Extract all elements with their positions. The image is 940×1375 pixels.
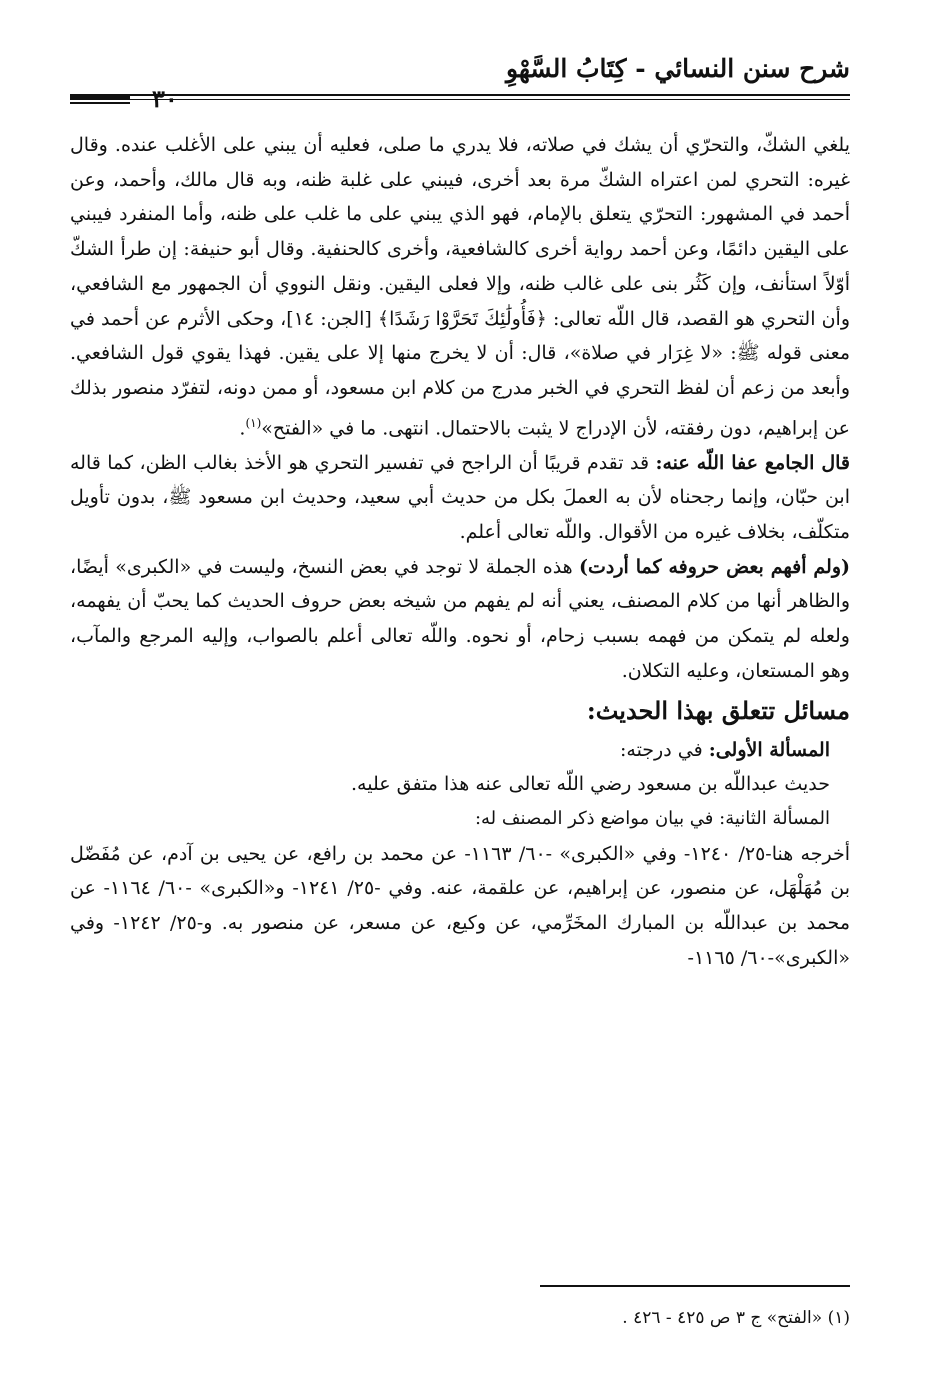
footnote-marker[interactable]: (١) — [245, 415, 262, 430]
header-rule-left — [70, 96, 130, 104]
paragraph-2-lead: قال الجامع عفا اللّه عنه: — [655, 451, 850, 474]
page-number: ٣٠ — [152, 84, 178, 113]
book-page — [70, 40, 850, 1350]
section-heading: مسائل تتعلق بهذا الحديث: — [586, 695, 850, 725]
main-text — [70, 128, 850, 976]
paragraph-3 — [70, 550, 850, 689]
paragraph-1-end: . — [239, 416, 246, 439]
paragraph-2 — [70, 446, 850, 550]
page-header — [70, 40, 850, 113]
paragraph-2-text: قد تقدم قريبًا أن الراجح في تفسير التحري هو الأخذ بغالب الظن، كما قاله ابن حبّان، وإنما رجحناه لأن به العملَ بكل من حديث أبي سعيد، وحديث ابن مسعود ﷺ، بدون تأويل متكلّف، بخلاف غيره من الأقوال. واللّه تعالى أعلم. — [70, 451, 850, 544]
paragraph-3-text: هذه الجملة لا توجد في بعض النسخ، وليست في «الكبرى» أيضًا، والظاهر أنها من كلام المصنف، يعني أنه لم يفهم من شيخه بعض حروف الحديث كما يحبّ أن يفهمه، ولعله لم يتمكن من فهمه بسبب زحام، أو نحوه. واللّه تعالى أعلم بالصواب، وإليه المرجع والمآب، وهو المستعان، وعليه التكلان. — [70, 555, 850, 682]
footnote: (١) «الفتح» ج ٣ ص ٤٢٥ - ٤٢٦ . — [622, 1308, 850, 1328]
paragraph-1-text: يلغي الشكّ، والتحرّي أن يشك في صلاته، فلا يدري ما صلى، فعليه أن يبني على الأغلب عنده. وقال غيره: التحري لمن اعتراه الشكّ مرة بعد أخرى، فيبني على غلبة ظنه، وبه قال مالك، وأحمد، وعن أحمد في المشهور: التحرّي يتعلق بالإمام، فهو الذي يبني على ما غلب على ظنه، وأما المنفرد فيبني على اليقين دائمًا، وعن أحمد رواية أخرى كالشافعية، وأخرى كالحنفية. وقال أبو حنيفة: إن طرأ الشكّ أوّلاً استأنف، وإن كَثُر بنى على غالب ظنه، وإلا فعلى اليقين. ونقل النووي أن الجمهور مع الشافعي، وأن التحري هو القصد، قال اللّه تعالى: ﴿فَأُولَٰئِكَ تَحَرَّوْا رَشَدًا﴾ [الجن: ١٤]، وحكى الأثرم عن أحمد في معنى قوله ﷺ: «لا غِرَار في صلاة»، قال: أن لا يخرج منها إلا على يقين. فهذا يقوي قول الشافعي. وأبعد من زعم أن لفظ التحري في الخبر مدرج من كلام ابن مسعود، أو ممن دونه، لتفرّد منصور بذلك عن إبراهيم، دون رفقته، لأن الإدراج لا يثبت بالاحتمال. انتهى. ما في «الفتح» — [70, 134, 850, 439]
question-1-label: المسألة الأولى: — [708, 738, 830, 761]
running-title: شرح سنن النسائي - كِتَابُ السَّهْوِ — [505, 54, 850, 83]
header-rule — [70, 94, 850, 100]
question-1 — [70, 733, 850, 768]
question-1-text: في درجته: — [619, 738, 709, 761]
question-1-body: حديث عبداللّه بن مسعود رضي اللّه تعالى عنه هذا متفق عليه. — [350, 773, 830, 796]
footnote-rule — [540, 1285, 850, 1287]
question-2: المسألة الثانية: في بيان مواضع ذكر المصنف له: — [474, 807, 830, 829]
paragraph-4: أخرجه هنا-٢٥/ ١٢٤٠- وفي «الكبرى» -٦٠/ ١١٦٣- عن محمد بن رافع، عن يحيى بن آدم، عن مُفَضّل بن مُهَلْهَل، عن منصور، عن إبراهيم، عن علقمة، عنه. وفي -٢٥/ ١٢٤١- و«الكبرى» -٦٠/ ١١٦٤- عن محمد بن عبداللّه بن المبارك المخَرِّمي، عن وكيع، عن مسعر، عن منصور به. و-٢٥/ ١٢٤٢- وفي «الكبرى»-٦٠/ ١١٦٥- — [70, 842, 850, 969]
paragraph-3-lead: (ولم أفهم بعض حروفه كما أردت) — [579, 555, 851, 578]
paragraph-1 — [70, 128, 850, 446]
